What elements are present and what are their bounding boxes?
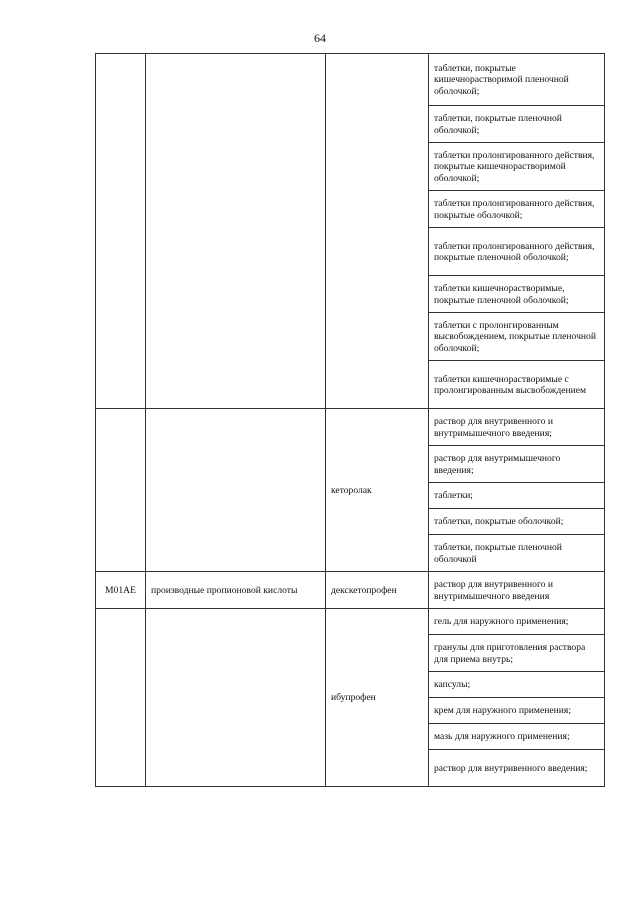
page-number: 64 xyxy=(314,31,326,45)
table-row xyxy=(96,54,605,106)
atc-code-cell xyxy=(96,409,146,572)
dosage-form-cell: таблетки, покрытые кишечнорастворимой пленочной оболочкой; xyxy=(429,54,605,106)
dosage-form-cell: таблетки пролонгированного действия, покрытые кишечнорастворимой оболочкой; xyxy=(429,143,605,191)
dosage-form-cell: таблетки, покрытые пленочной оболочкой; xyxy=(429,106,605,143)
dosage-form-cell: таблетки кишечнорастворимые, покрытые пленочной оболочкой; xyxy=(429,276,605,313)
dosage-form-cell: раствор для внутримышечного введения; xyxy=(429,446,605,483)
dosage-form-cell: раствор для внутривенного и внутримышечного введения xyxy=(429,572,605,609)
dosage-form-cell: раствор для внутривенного введения; xyxy=(429,750,605,787)
table-row xyxy=(96,572,605,609)
drug-name-cell: кеторолак xyxy=(326,409,429,572)
dosage-form-cell: крем для наружного применения; xyxy=(429,698,605,724)
atc-code-cell: M01AE xyxy=(96,572,146,609)
dosage-form-cell: таблетки с пролонгированным высвобождением, покрытые пленочной оболочкой; xyxy=(429,313,605,361)
table-row xyxy=(96,609,605,635)
pharmacological-group-cell xyxy=(146,609,326,787)
dosage-form-cell: таблетки, покрытые оболочкой; xyxy=(429,509,605,535)
dosage-form-cell: гранулы для приготовления раствора для приема внутрь; xyxy=(429,635,605,672)
drug-name-cell xyxy=(326,54,429,409)
dosage-form-cell: таблетки пролонгированного действия, покрытые пленочной оболочкой; xyxy=(429,228,605,276)
dosage-form-cell: таблетки пролонгированного действия, покрытые оболочкой; xyxy=(429,191,605,228)
dosage-form-cell: таблетки, покрытые пленочной оболочкой xyxy=(429,535,605,572)
dosage-form-cell: капсулы; xyxy=(429,672,605,698)
drug-name-cell: ибупрофен xyxy=(326,609,429,787)
atc-code-cell xyxy=(96,54,146,409)
atc-code-cell xyxy=(96,609,146,787)
drug-name-cell: декскетопрофен xyxy=(326,572,429,609)
dosage-form-cell: гель для наружного применения; xyxy=(429,609,605,635)
dosage-form-cell: мазь для наружного применения; xyxy=(429,724,605,750)
table-row xyxy=(96,409,605,446)
pharmacological-group-cell xyxy=(146,54,326,409)
dosage-form-cell: таблетки; xyxy=(429,483,605,509)
pharmacological-group-cell xyxy=(146,409,326,572)
drug-table xyxy=(95,53,605,787)
pharmacological-group-cell: производные пропионовой кислоты xyxy=(146,572,326,609)
dosage-form-cell: таблетки кишечнорастворимые с пролонгированным высвобождением xyxy=(429,361,605,409)
dosage-form-cell: раствор для внутривенного и внутримышечного введения; xyxy=(429,409,605,446)
